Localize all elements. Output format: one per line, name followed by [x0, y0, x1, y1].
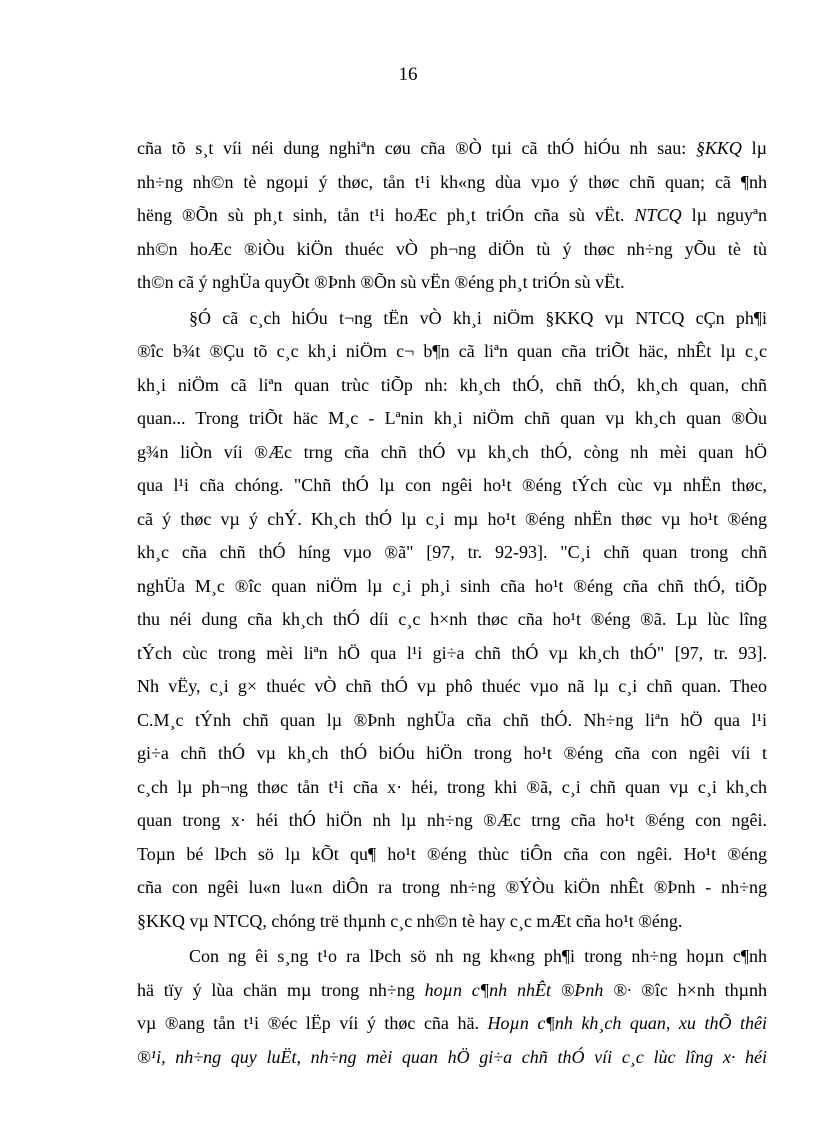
text-line: Nh vËy, c¸i g× thuéc vÒ chñ thÓ vµ phô thuéc vµo nã lµ c¸i chñ quan. Theo — [137, 676, 767, 696]
text-line: tÝch cùc trong mèi liªn hÖ qua l¹i gi÷a chñ thÓ vµ kh¸ch thÓ" [97, tr. 93]. — [137, 642, 767, 663]
text-line: nghÜa M¸c ®îc quan niÖm lµ c¸i ph¸i sinh cña ho¹t ®éng cña chñ thÓ, tiÕp — [137, 575, 767, 596]
text-line: Con ng êi s¸ng t¹o ra lÞch sö nh ng kh«ng ph¶i trong nh÷ng hoµn c¶nh — [189, 946, 767, 966]
text-line: kh¸i niÖm cã liªn quan trùc tiÕp nh: kh¸ch thÓ, chñ thÓ, kh¸ch quan, chñ — [137, 374, 767, 395]
paragraph-1 — [137, 132, 767, 300]
page-number: 16 — [398, 64, 418, 85]
text-line: quan trong x· héi thÓ hiÖn nh lµ nh÷ng ®Æc trng cña ho¹t ®éng con ngêi. — [137, 810, 767, 830]
text-line: ®îc b¾t ®Çu tõ c¸c kh¸i niÖm c¬ b¶n cã liªn quan cña triÕt häc, nhÊt lµ c¸c — [137, 341, 767, 361]
text-line: cña con ngêi lu«n lu«n diÔn ra trong nh÷ng ®ÝÒu kiÖn nhÊt ®Þnh - nh÷ng — [137, 877, 767, 897]
text-line: c¸ch lµ ph¬ng thøc tån t¹i cña x· héi, trong khi ®ã, c¸i chñ quan vµ c¸i kh¸ch — [137, 776, 767, 797]
text-line: nh©n hoÆc ®iÒu kiÖn thuéc vÒ ph¬ng diÖn tù ý thøc nh÷ng yÕu tè tù — [137, 238, 767, 259]
text-line: cña tõ s¸t víi néi dung nghiªn cøu cña ®Ò tµi cã thÓ hiÓu nh sau: §KKQ lµ — [137, 138, 767, 158]
paragraph-2 — [137, 302, 767, 939]
text-line: quan... Trong triÕt häc M¸c - Lªnin kh¸i niÖm chñ quan vµ kh¸ch quan ®Òu — [137, 408, 767, 428]
paragraph-3 — [137, 940, 767, 1074]
text-line: ®¹i, nh÷ng quy luËt, nh÷ng mèi quan hÖ gi÷a chñ thÓ víi c¸c lùc lîng x· héi — [137, 1046, 767, 1067]
text-line: C.M¸c tÝnh chñ quan lµ ®Þnh nghÜa cña chñ thÓ. Nh÷ng liªn hÖ qua l¹i — [137, 709, 767, 730]
text-line: vµ ®ang tån t¹i ®éc lËp víi ý thøc cña hä. Hoµn c¶nh kh¸ch quan, xu thÕ thêi — [137, 1013, 767, 1033]
text-line: thu néi dung cña kh¸ch thÓ díi c¸c h×nh thøc cña ho¹t ®éng ®ã. Lµ lùc lîng — [137, 609, 767, 629]
text-line: §Ó cã c¸ch hiÓu t¬ng tËn vÒ kh¸i niÖm §KKQ vµ NTCQ cÇn ph¶i — [189, 307, 767, 328]
text-line: qua l¹i cña chóng. "Chñ thÓ lµ con ngêi ho¹t ®éng tÝch cùc vµ nhËn thøc, — [137, 475, 767, 495]
text-line: g¾n liÒn víi ®Æc trng cña chñ thÓ vµ kh¸ch thÓ, còng nh mèi quan hÖ — [137, 441, 767, 462]
text-line: §KKQ vµ NTCQ, chóng trë thµnh c¸c nh©n tè hay c¸c mÆt cña ho¹t ®éng. — [137, 910, 683, 931]
text-line: gi÷a chñ thÓ vµ kh¸ch thÓ biÓu hiÖn trong ho¹t ®éng cña con ngêi víi t — [137, 743, 767, 763]
text-line: hä tïy ý lùa chän mµ trong nh÷ng hoµn c¶nh nhÊt ®Þnh ®· ®îc h×nh thµnh — [137, 979, 767, 1000]
text-line: cã ý thøc vµ ý chÝ. Kh¸ch thÓ lµ c¸i mµ ho¹t ®éng nhËn thøc vµ ho¹t ®éng — [137, 508, 767, 529]
text-line: hëng ®Õn sù ph¸t sinh, tån t¹i hoÆc ph¸t triÓn cña sù vËt. NTCQ lµ nguyªn — [137, 205, 767, 225]
text-line: Toµn bé lÞch sö lµ kÕt qu¶ ho¹t ®éng thùc tiÔn cña con ngêi. Ho¹t ®éng — [137, 843, 767, 864]
text-line: kh¸c cña chñ thÓ híng vµo ®ã" [97, tr. 92-93]. "C¸i chñ quan trong chñ — [137, 542, 767, 562]
text-line: th©n cã ý nghÜa quyÕt ®Þnh ®Õn sù vËn ®éng ph¸t triÓn sù vËt. — [137, 272, 625, 292]
text-line: nh÷ng nh©n tè ngoµi ý thøc, tån t¹i kh«ng dùa vµo ý thøc chñ quan; cã ¶nh — [137, 171, 767, 192]
document-body — [137, 132, 767, 1074]
